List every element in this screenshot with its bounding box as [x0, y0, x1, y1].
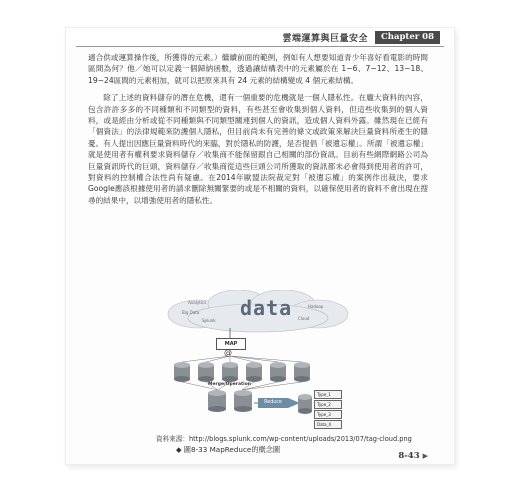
type-item: Type_1	[314, 390, 342, 399]
tag-word: Hadoop	[308, 304, 324, 309]
chapter-badge: Chapter 08	[375, 31, 440, 44]
output-cylinder	[298, 394, 312, 414]
map-label-box: MAP	[216, 338, 246, 350]
merge-cylinders	[208, 390, 252, 412]
map-symbol-icon: @	[224, 348, 232, 357]
type-item: Type_3	[314, 410, 342, 419]
tag-word: Splunk	[202, 318, 216, 323]
page-arrow-icon: ▶	[422, 451, 428, 460]
page-header	[66, 28, 454, 46]
map-fanout-lines	[182, 356, 302, 362]
tag-word: Big Data	[182, 310, 200, 315]
page-number	[398, 451, 428, 461]
tag-cloud-word: data	[240, 296, 293, 320]
paragraph-2: 除了上述的資料儲存的潛在危機，還有一個重要的危機就是一個人隱私性。在龐大資料的內容，包含許許多多的不同種類和不同類型的資料，有些甚至會收集到個人資料，但這些收集到的個人資料，或是經由分析或從不同種類與不同類型關連到個人的資訊，造成個人資料外露。雖然現在已經有「個資法」的法律規範來防護個人隱私，但目前尚未有完善的條文或政策來解決巨量資料所產生的隱憂。有人提出因應巨量資料時代的來臨，對於隱私的防護，是否提倡「被遺忘權」。所謂「被遺忘權」就是使用者有權利要求資料儲存／收集商不能保留跟自己相關的部份資訊。目前有些網際網路公司為巨量資訊時代的巨頭，資料儲存／收集商從這些巨頭公司所獲取的資訊都未必會得到使用者的許可，對資料的控制權合法性尚有疑慮。在2014年歐盟法院裁定對「被遺忘權」的案例作出裁決，要求Google應該根據使用者的請求刪除無關緊要的或是不相關的資料，以確保使用者的資料不會出現在搜尋的結果中，以增強使用者的隱私性。	[88, 93, 428, 205]
tag-word: Cloud	[298, 316, 310, 321]
header-title: 雲端運算與巨量安全	[282, 34, 368, 44]
page-number-text: 8-43	[398, 451, 420, 461]
paragraph-1: 適合供或運算操作後，所獲得的元素。）繼續前面的範例，例如有人想要知道青少年喜好看電影的時間區間為何？他／她可以定義一個歸納函數，透過讓結構表中的元素屬於在 1~6、7~12、13~18、19~24區間的元素相加，就可以把原來具有 24 元素的結構變成 4 個元素結構。	[88, 53, 428, 85]
merge-label: Merge/Operation	[208, 382, 252, 387]
type-item: Type_2	[314, 400, 342, 409]
mapreduce-figure	[158, 290, 354, 430]
reduce-label-box: Reduce	[258, 398, 288, 408]
figure-source: 資料來源：http://blogs.splunk.com/wp-content/uploads/2013/07/tag-cloud.png	[156, 435, 412, 443]
type-item: Data_X	[314, 420, 342, 429]
tag-cloud	[158, 290, 354, 330]
body-text	[88, 52, 428, 212]
map-cylinders	[174, 362, 310, 382]
figure-caption: ◆ 圖8-33 MapReduce的概念圖	[176, 445, 281, 454]
header-divider	[76, 46, 444, 47]
type-list	[314, 390, 342, 430]
book-page	[66, 28, 454, 464]
tag-word: Analytics	[188, 300, 207, 305]
